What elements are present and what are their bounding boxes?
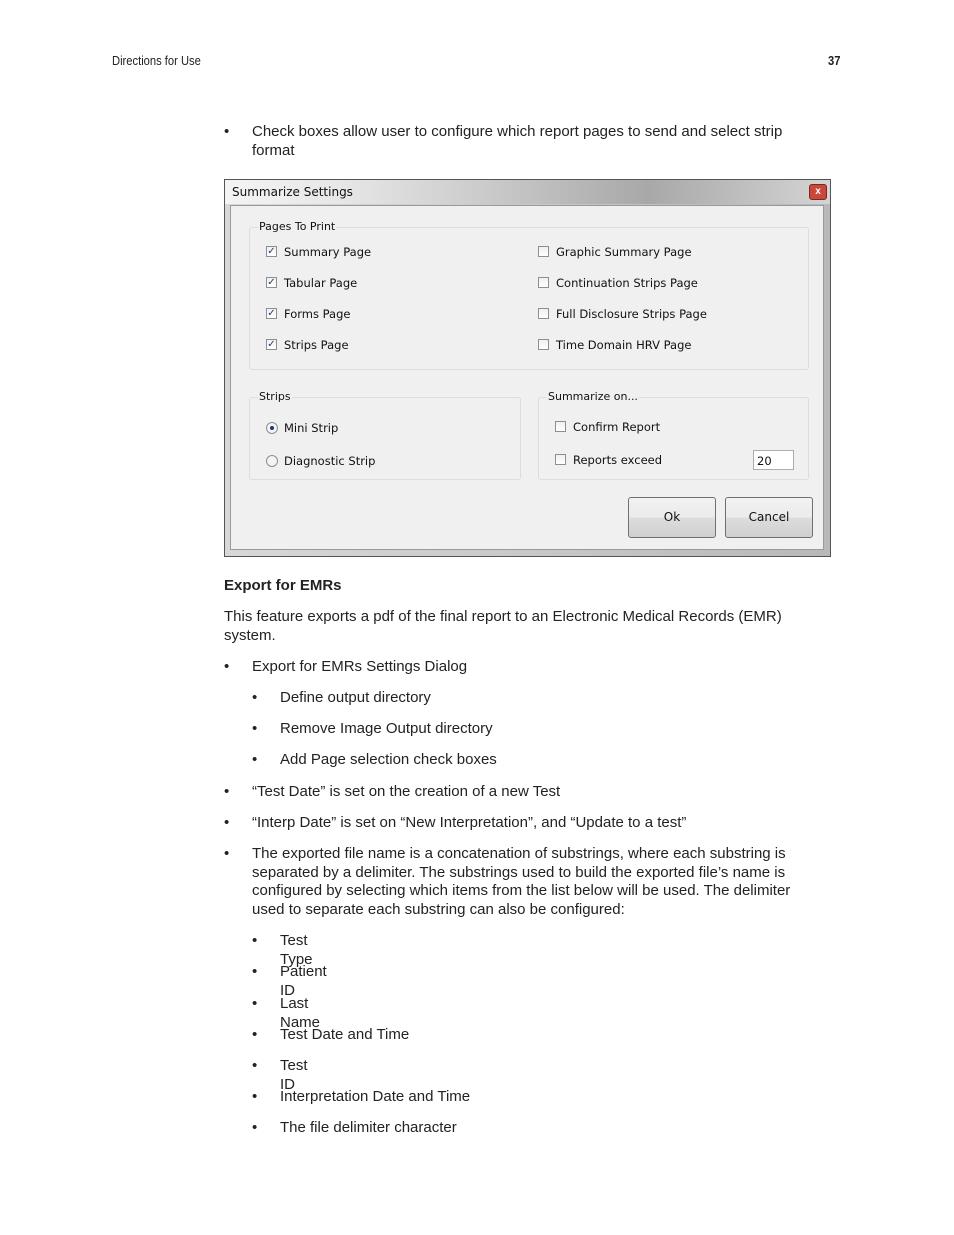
bullet-text: Test ID — [280, 1057, 308, 1093]
checkbox-box[interactable]: ✓ — [267, 277, 276, 288]
bullet-glyph: • — [224, 814, 230, 831]
bullet-glyph: • — [252, 1119, 258, 1136]
checkbox-label: Continuation Strips Page — [556, 276, 698, 290]
bullet-text: Interpretation Date and Time — [280, 1088, 471, 1105]
checkbox-label: Reports exceed — [573, 453, 663, 467]
section-heading: Export for EMRs — [224, 577, 342, 594]
page-number: 37 — [828, 53, 841, 68]
bullet-glyph: • — [252, 932, 258, 949]
checkbox-box[interactable] — [555, 421, 566, 432]
checkbox-box[interactable] — [538, 246, 549, 257]
dialog-title: Summarize Settings — [232, 185, 353, 199]
intro-bullet-line-1: Check boxes allow user to configure which report pages to send and select strip — [252, 123, 783, 140]
section-paragraph-line-2: system. — [224, 627, 276, 644]
bullet-text: Remove Image Output directory — [280, 720, 493, 737]
checkbox-label: Strips Page — [284, 338, 349, 352]
pages-to-print-group — [249, 220, 809, 370]
bullet-text: Define output directory — [280, 689, 431, 706]
bullet-glyph: • — [252, 1088, 258, 1105]
checkbox-box[interactable] — [538, 277, 549, 288]
bullet-text: Patient ID — [280, 963, 327, 999]
bullet-glyph: • — [252, 963, 258, 980]
intro-bullet-line-2: format — [252, 142, 295, 159]
radio-button[interactable] — [266, 455, 278, 467]
bullet-glyph: • — [224, 783, 230, 800]
close-icon[interactable]: x — [809, 184, 827, 200]
bullet-text: Test Type — [280, 932, 313, 968]
reports-exceed-input[interactable]: 20 — [753, 450, 794, 470]
strips-title: Strips — [259, 390, 291, 403]
dialog-frame — [225, 204, 830, 556]
bullet-glyph: • — [224, 123, 230, 140]
ok-button[interactable]: Ok — [628, 497, 716, 538]
checkbox-box[interactable]: ✓ — [267, 308, 276, 319]
cancel-button[interactable]: Cancel — [725, 497, 813, 538]
checkbox-box[interactable]: ✓ — [267, 246, 276, 257]
summarize-on-group — [538, 390, 809, 480]
checkbox-label: Forms Page — [284, 307, 351, 321]
checkbox-label: Full Disclosure Strips Page — [556, 307, 707, 321]
radio-selected-dot — [270, 426, 274, 430]
strips-group — [249, 390, 521, 480]
checkbox-label: Graphic Summary Page — [556, 245, 692, 259]
bullet-glyph: • — [252, 1026, 258, 1043]
bullet-glyph: • — [252, 995, 258, 1012]
bullet-glyph: • — [224, 845, 230, 862]
bullet-text: “Interp Date” is set on “New Interpretation”, and “Update to a test” — [252, 814, 687, 831]
radio-label: Diagnostic Strip — [284, 454, 376, 468]
checkbox-box[interactable] — [555, 454, 566, 465]
dialog-client-area — [230, 205, 824, 550]
bullet-glyph: • — [252, 1057, 258, 1074]
bullet-text-line: The exported file name is a concatenation of substrings, where each substring is — [252, 845, 786, 862]
bullet-text: Add Page selection check boxes — [280, 751, 497, 768]
bullet-text: Export for EMRs Settings Dialog — [252, 658, 468, 675]
bullet-text-line: configured by selecting which items from the list below will be used. The delimiter — [252, 882, 791, 899]
checkbox-box[interactable] — [538, 308, 549, 319]
bullet-text: Test Date and Time — [280, 1026, 410, 1043]
running-header: Directions for Use — [112, 53, 201, 68]
bullet-text: “Test Date” is set on the creation of a new Test — [252, 783, 561, 800]
checkbox-label: Confirm Report — [573, 420, 661, 434]
radio-label: Mini Strip — [284, 421, 339, 435]
dialog-titlebar — [225, 180, 830, 204]
bullet-text: Last Name — [280, 995, 321, 1031]
pages-to-print-title: Pages To Print — [259, 220, 336, 233]
bullet-text-line: separated by a delimiter. The substrings used to build the exported file’s name is — [252, 864, 786, 881]
checkbox-box[interactable] — [538, 339, 549, 350]
section-paragraph-line-1: This feature exports a pdf of the final report to an Electronic Medical Records (EMR) — [224, 608, 782, 625]
bullet-glyph: • — [252, 720, 258, 737]
bullet-text-line: used to separate each substring can also be configured: — [252, 901, 625, 918]
summarize-settings-dialog — [224, 179, 831, 557]
checkbox-label: Time Domain HRV Page — [556, 338, 692, 352]
checkbox-label: Summary Page — [284, 245, 372, 259]
checkbox-box[interactable]: ✓ — [267, 339, 276, 350]
bullet-glyph: • — [252, 751, 258, 768]
radio-button[interactable] — [266, 422, 278, 434]
checkbox-label: Tabular Page — [284, 276, 358, 290]
summarize-on-title: Summarize on... — [548, 390, 638, 403]
bullet-glyph: • — [224, 658, 230, 675]
bullet-text: The file delimiter character — [280, 1119, 457, 1136]
bullet-glyph: • — [252, 689, 258, 706]
